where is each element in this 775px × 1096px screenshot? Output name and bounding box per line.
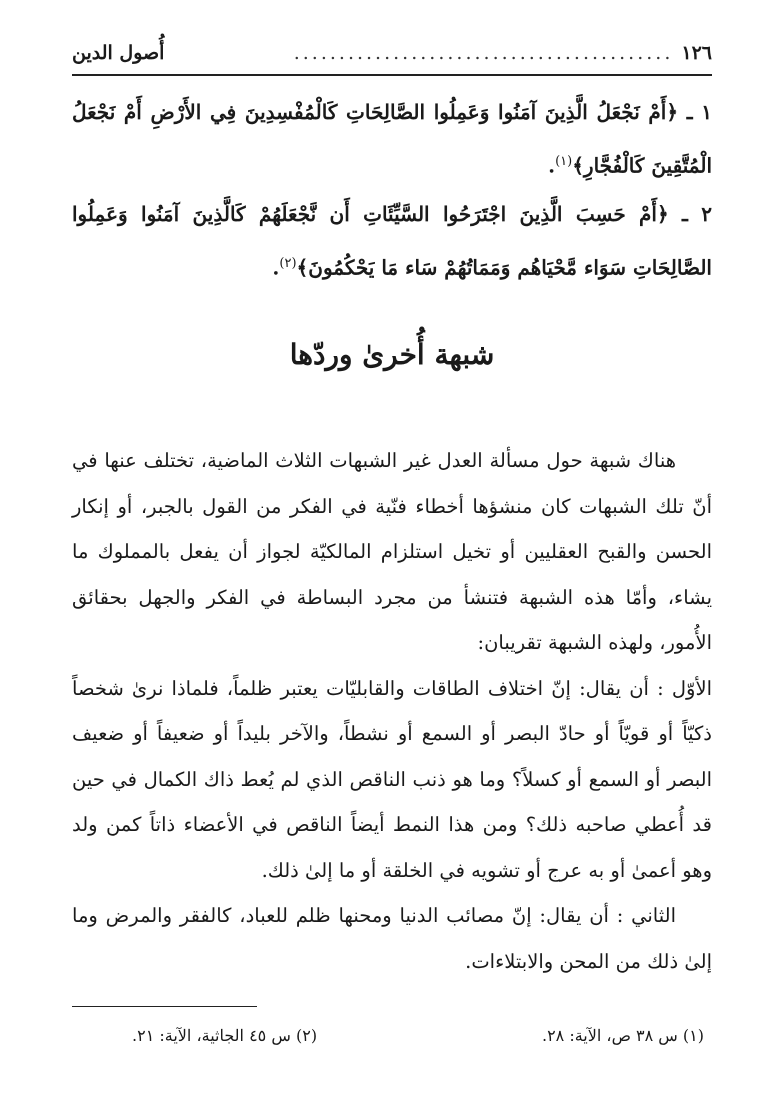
- paragraph-intro: هناك شبهة حول مسألة العدل غير الشبهات الثلاث الماضية، تختلف عنها في أنّ تلك الشبهات كان منشؤها أخطاء فنّية في الفكر من القول بالجبر، أو إنكار الحسن والقبح العقليين أو تخيل استلزام المالكيّة لجواز أن يفعل بالمملوك ما يشاء، وأمّا هذه الشبهة فتنشأ من مجرد البساطة في الفكر والجهل بحقائق الأُمور، ولهذه الشبهة تقريبان:: [72, 449, 712, 654]
- verse-text: ٢ ـ ﴿أَمْ حَسِبَ الَّذِينَ اجْتَرَحُوا السَّيِّئَاتِ أَن نَّجْعَلَهُمْ كَالَّذِينَ آمَنُوا وَعَمِلُوا الصَّالِحَاتِ سَوَاء مَّحْيَاهُم وَمَمَاتُهُمْ سَاء مَا يَحْكُمُونَ﴾: [72, 202, 712, 280]
- paragraph-second-argument: الثاني : أن يقال: إنّ مصائب الدنيا ومحنها ظلم للعباد، كالفقر والمرض وما إلىٰ ذلك من المحن والابتلاءات.: [72, 904, 712, 973]
- body-text: [72, 438, 712, 984]
- verse-end: .: [272, 255, 280, 280]
- footnote-marker: (٢): [279, 256, 297, 271]
- header-leader-dots: ..........................................: [293, 42, 674, 64]
- footnote-rule: [72, 1006, 257, 1007]
- footnote-2: (٢) س ٤٥ الجاثية، الآية: ٢١.: [132, 1026, 318, 1045]
- footnote-1: (١) س ٣٨ ص، الآية: ٢٨.: [541, 1026, 704, 1045]
- page-header: [72, 36, 712, 70]
- section-title: شبهة أُخرىٰ وردّها: [289, 338, 495, 371]
- footnote-marker: (١): [555, 154, 573, 169]
- quran-verse-1: [72, 88, 712, 191]
- paragraph-first-argument: الأوّل : أن يقال: إنّ اختلاف الطاقات والقابليّات يعتبر ظلماً، فلماذا نرىٰ شخصاً ذكيّاً أو قويّاً أو حادّ البصر أو السمع أو نشطاً، والآخر بليداً أو ضعيفاً أو ضعيف البصر أو السمع أو كسلاً؟ وما هو ذنب الناقص الذي لم يُعط ذاك الكمال في حين قد أُعطي صاحبه ذلك؟ ومن هذا النمط أيضاً الناقص في الأعضاء ذاتاً كمن ولد وهو أعمىٰ أو به عرج أو تشويه في الخلقة أو ما إلىٰ ذلك.: [72, 676, 712, 882]
- verse-end: .: [548, 153, 556, 178]
- footnotes: [72, 1026, 712, 1045]
- quran-verse-2: [72, 190, 712, 293]
- running-title: أُصول الدين: [72, 42, 165, 64]
- book-page: [72, 30, 712, 1070]
- page-number: ١٢٦: [681, 42, 712, 64]
- verse-text: ١ ـ ﴿أَمْ نَجْعَلُ الَّذِينَ آمَنُوا وَعَمِلُوا الصَّالِحَاتِ كَالْمُفْسِدِينَ فِي الأَرْضِ أَمْ نَجْعَلُ الْمُتَّقِينَ كَالْفُجَّارِ﴾: [72, 100, 712, 178]
- header-rule: [72, 74, 712, 76]
